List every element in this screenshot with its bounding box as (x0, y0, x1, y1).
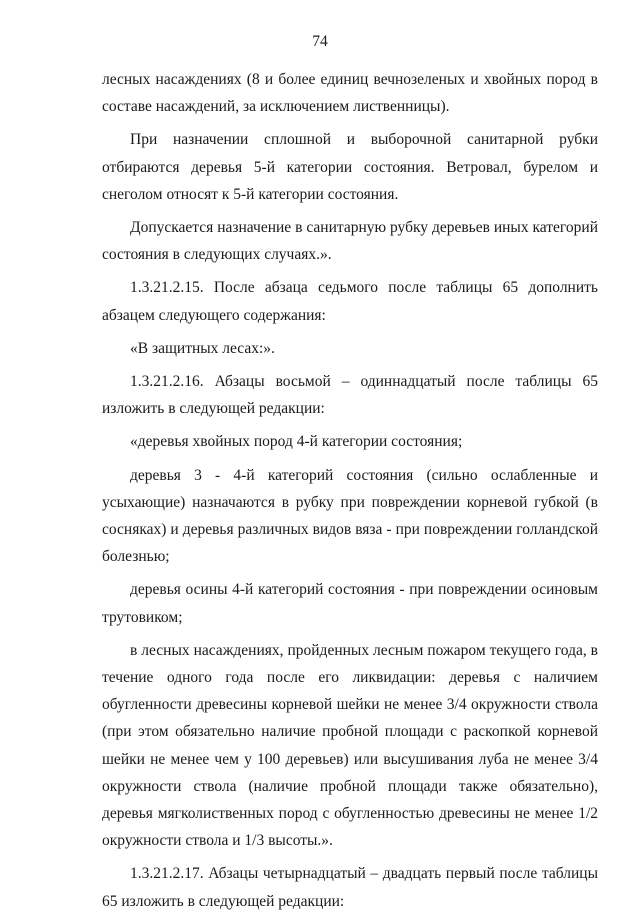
paragraph-item-1-3-21-2-17: 1.3.21.2.17. Абзацы четырнадцатый – двадцать первый после таблицы 65 изложить в следующей редакции: (102, 865, 598, 910)
paragraph-allowed-assignment: Допускается назначение в санитарную рубку деревьев иных категорий состояния в следующих случаях.». (102, 219, 598, 264)
paragraph-item-1-3-21-2-15: 1.3.21.2.15. После абзаца седьмого после таблицы 65 дополнить абзацем следующего содержания: (102, 279, 598, 324)
paragraph-sanitary-felling: При назначении сплошной и выборочной санитарной рубки отбираются деревья 5-й категории состояния. Ветровал, бурелом и снеголом относят к 5-й категории состояния. (102, 131, 598, 203)
page-number: 74 (312, 33, 328, 50)
paragraph-protective-forests: «В защитных лесах:». (130, 339, 275, 357)
paragraph-forest-fire: в лесных насаждениях, пройденных лесным пожаром текущего года, в течение одного года после его ликвидации: деревья с наличием обугленности древесины корневой шейки не менее 3/4 окружности ствола (при этом обязательно наличие пробной площади с раскопкой корневой шейки не менее чем у 100 деревьев) или высушивания луба не менее 3/4 окружности ствола (наличие пробной площади также обязательно), деревья мягколиственных пород с обугленностью древесины не менее 1/2 окружности ствола и 1/3 высоты.». (102, 641, 598, 850)
paragraph-aspen-trees: деревья осины 4-й категорий состояния - при повреждении осиновым трутовиком; (102, 581, 598, 626)
document-body (102, 66, 598, 915)
paragraph-item-1-3-21-2-16: 1.3.21.2.16. Абзацы восьмой – одиннадцатый после таблицы 65 изложить в следующей редакции: (102, 373, 598, 418)
paragraph-conifer-trees: «деревья хвойных пород 4-й категории состояния; (130, 433, 463, 451)
paragraph-continuation: лесных насаждениях (8 и более единиц вечнозеленых и хвойных пород в составе насаждений, за исключением лиственницы). (102, 71, 598, 116)
paragraph-root-fungus: деревья 3 - 4-й категорий состояния (сильно ослабленные и усыхающие) назначаются в рубку при повреждении корневой губкой (в сосняках) и деревья различных видов вяза - при повреждении голландской болезнью; (102, 466, 598, 566)
